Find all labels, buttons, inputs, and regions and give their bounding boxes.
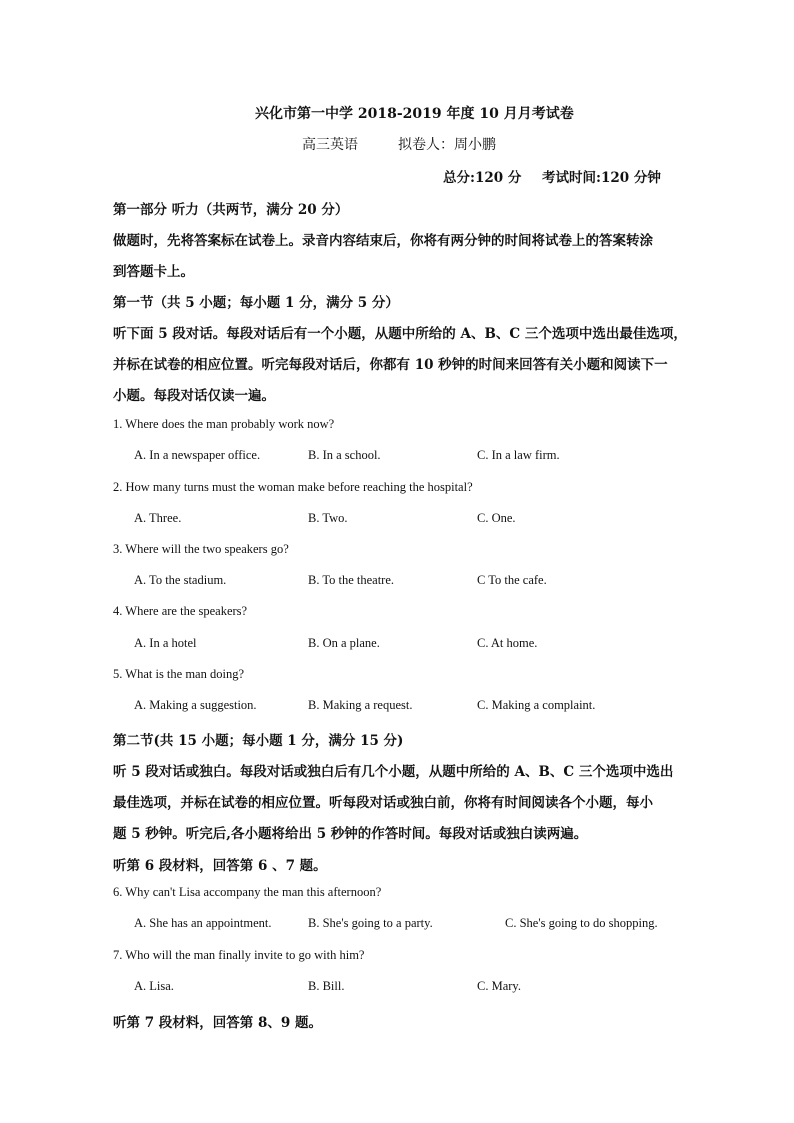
question-7-option-c: C. Mary. [477, 979, 521, 993]
section1-heading: 第一节（共 5 小题；每小题 1 分，满分 5 分） [113, 295, 399, 311]
question-7-option-a: A. Lisa. [134, 979, 174, 993]
question-1-option-b: B. In a school. [308, 448, 381, 462]
question-4: 4. Where are the speakers? [113, 604, 248, 618]
section2-instruction-line2: 最佳选项，并标在试卷的相应位置。听每段对话或独白前，你将有时间阅读各个小题，每小 [113, 795, 653, 811]
section1-instruction-line3: 小题。每段对话仅读一遍。 [113, 388, 275, 404]
question-4-option-b: B. On a plane. [308, 636, 380, 650]
question-1: 1. Where does the man probably work now? [113, 417, 335, 431]
question-4-option-c: C. At home. [477, 636, 538, 650]
material-7-heading: 听第 7 段材料，回答第 8、9 题。 [113, 1015, 322, 1031]
exam-time: 考试时间:120 分钟 [542, 170, 661, 186]
question-2-option-a: A. Three. [134, 511, 182, 525]
question-5-option-b: B. Making a request. [308, 698, 413, 712]
author-label: 拟卷人：周小鹏 [398, 137, 496, 153]
section2-instruction-line1: 听 5 段对话或独白。每段对话或独白后有几个小题，从题中所给的 A、B、C 三个选项中选出 [113, 764, 674, 780]
question-3-option-c: C To the cafe. [477, 573, 547, 587]
question-5-option-c: C. Making a complaint. [477, 698, 596, 712]
question-5-option-a: A. Making a suggestion. [134, 698, 257, 712]
part1-instruction-line2: 到答题卡上。 [113, 264, 194, 280]
section2-heading: 第二节(共 15 小题；每小题 1 分，满分 15 分) [113, 733, 404, 749]
question-6: 6. Why can't Lisa accompany the man this afternoon? [113, 885, 382, 899]
part1-heading: 第一部分 听力（共两节，满分 20 分） [113, 202, 349, 218]
subject-label: 高三英语 [302, 137, 358, 153]
exam-title: 兴化市第一中学 2018-2019 年度 10 月月考试卷 [255, 106, 574, 122]
question-7: 7. Who will the man finally invite to go with him? [113, 948, 365, 962]
question-6-option-b: B. She's going to a party. [308, 916, 433, 930]
total-score: 总分:120 分 [443, 170, 522, 186]
question-3: 3. Where will the two speakers go? [113, 542, 289, 556]
part1-instruction-line1: 做题时，先将答案标在试卷上。录音内容结束后，你将有两分钟的时间将试卷上的答案转涂 [113, 233, 653, 249]
question-2-option-c: C. One. [477, 511, 516, 525]
question-1-option-a: A. In a newspaper office. [134, 448, 261, 462]
question-6-option-a: A. She has an appointment. [134, 916, 272, 930]
question-1-option-c: C. In a law firm. [477, 448, 560, 462]
question-6-option-c: C. She's going to do shopping. [505, 916, 658, 930]
section1-instruction-line1: 听下面 5 段对话。每段对话后有一个小题，从题中所给的 A、B、C 三个选项中选出最佳选项， [113, 326, 687, 342]
question-3-option-b: B. To the theatre. [308, 573, 395, 587]
material-6-heading: 听第 6 段材料，回答第 6 、7 题。 [113, 858, 327, 874]
question-3-option-a: A. To the stadium. [134, 573, 227, 587]
section2-instruction-line3: 题 5 秒钟。听完后,各小题将给出 5 秒钟的作答时间。每段对话或独白读两遍。 [113, 826, 588, 842]
section1-instruction-line2: 并标在试卷的相应位置。听完每段对话后，你都有 10 秒钟的时间来回答有关小题和阅读下一 [113, 357, 668, 373]
question-5: 5. What is the man doing? [113, 667, 244, 681]
question-2-option-b: B. Two. [308, 511, 348, 525]
question-7-option-b: B. Bill. [308, 979, 345, 993]
question-2: 2. How many turns must the woman make before reaching the hospital? [113, 480, 473, 494]
question-4-option-a: A. In a hotel [134, 636, 197, 650]
